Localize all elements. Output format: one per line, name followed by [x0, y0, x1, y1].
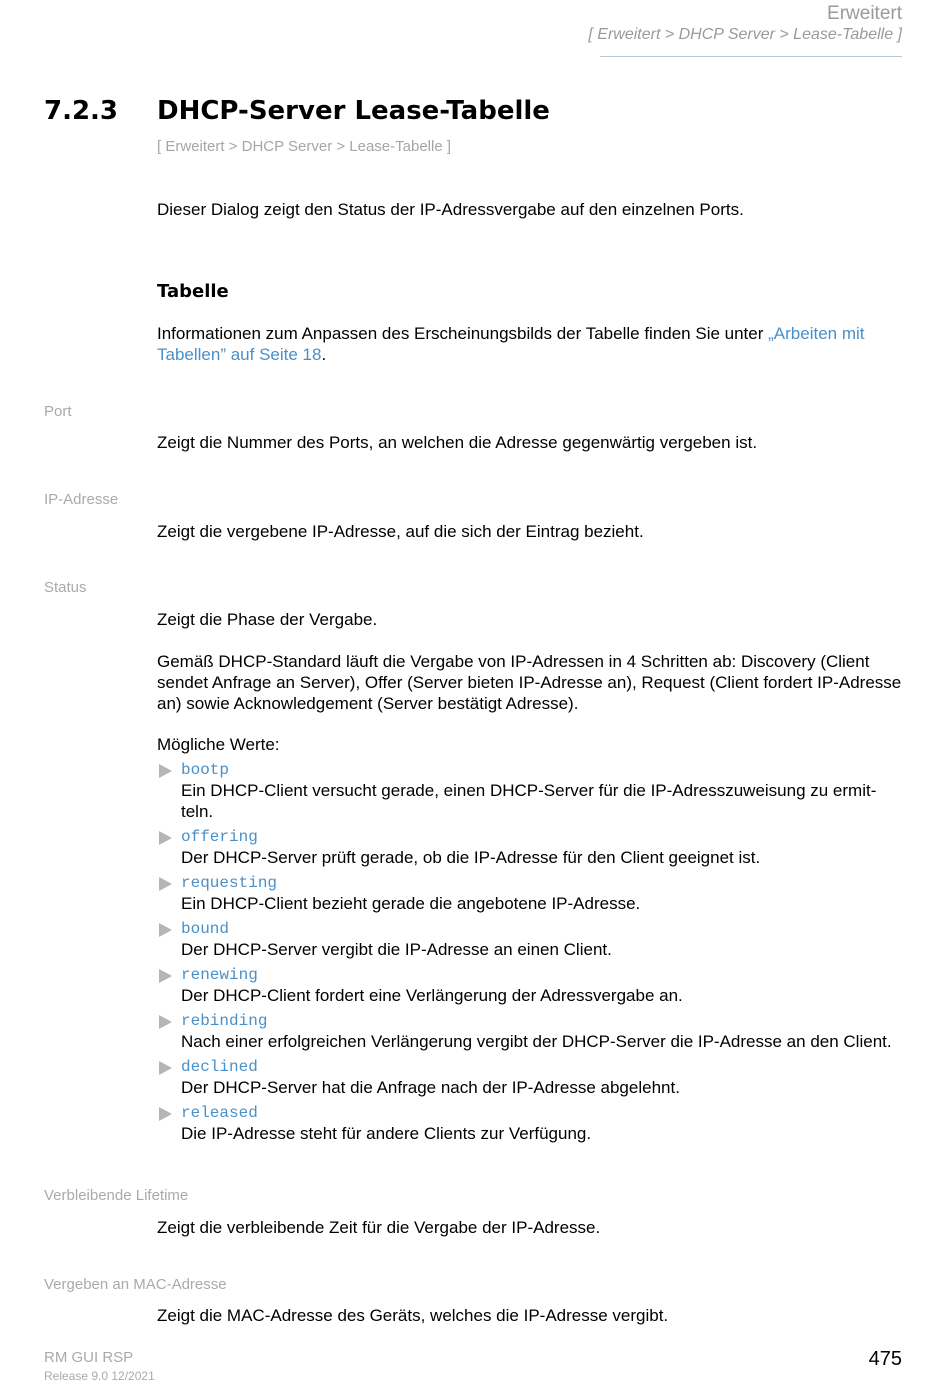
param-label-lifetime: Verbleibende Lifetime [44, 1187, 189, 1204]
param-label-port: Port [44, 403, 72, 420]
list-item [157, 965, 907, 1006]
param-desc-status-detail: Gemäß DHCP-Standard läuft die Vergabe von IP-Adressen in 4 Schritten ab: Discovery (Client sendet Anfrage an Server), Offer (Server bieten IP-Adresse an), Request (Client fordert IP-Adresse an) sowie Acknowledgement (Server bestätigt Adresse). [157, 652, 902, 713]
value-desc: Der DHCP-Server hat die Anfrage nach der IP-Adresse abgelehnt. [181, 1078, 680, 1097]
running-header-breadcrumb: [ Erweitert > DHCP Server > Lease-Tabelle ] [588, 26, 902, 43]
list-item [157, 919, 907, 960]
table-info-paragraph [157, 323, 905, 365]
list-item [157, 760, 907, 822]
bullet-arrow-icon [159, 1061, 172, 1075]
bullet-arrow-icon [159, 764, 172, 778]
value-desc: Ein DHCP-Client versucht gerade, einen DHCP-Server für die IP-Adresszuweisung zu ermit-teln. [181, 781, 877, 821]
list-item [157, 873, 907, 914]
param-desc-ip: Zeigt die vergebene IP-Adresse, auf die sich der Eintrag bezieht. [157, 522, 644, 541]
bullet-arrow-icon [159, 877, 172, 891]
value-code: requesting [181, 874, 278, 892]
table-info-end: . [321, 345, 327, 364]
table-info-text: Informationen zum Anpassen des Erscheinungsbilds der Tabelle finden Sie unter [157, 324, 769, 343]
status-values-list [157, 760, 907, 1149]
bullet-arrow-icon [159, 1107, 172, 1121]
section-title: DHCP-Server Lease-Tabelle [157, 96, 550, 126]
value-desc: Die IP-Adresse steht für andere Clients zur Verfügung. [181, 1124, 592, 1143]
value-code: bound [181, 920, 230, 938]
values-heading: Mögliche Werte: [157, 735, 280, 754]
value-desc: Nach einer erfolgreichen Verlängerung vergibt der DHCP-Server die IP-Adresse an den Client. [181, 1032, 892, 1051]
footer-doc-title: RM GUI RSP [44, 1349, 134, 1366]
param-desc-port: Zeigt die Nummer des Ports, an welchen die Adresse gegenwärtig vergeben ist. [157, 433, 758, 452]
value-desc: Der DHCP-Server prüft gerade, ob die IP-Adresse für den Client geeignet ist. [181, 848, 761, 867]
param-label-mac: Vergeben an MAC-Adresse [44, 1276, 227, 1293]
list-item [157, 1011, 907, 1052]
table-help-link[interactable]: „Arbeiten mit Tabellen” auf Seite 18 [157, 324, 865, 364]
list-item [157, 1103, 907, 1144]
bullet-arrow-icon [159, 969, 172, 983]
page-number: 475 [868, 1348, 902, 1370]
value-code: released [181, 1104, 258, 1122]
param-desc-status: Zeigt die Phase der Vergabe. [157, 610, 378, 629]
bullet-arrow-icon [159, 923, 172, 937]
bullet-arrow-icon [159, 1015, 172, 1029]
value-code: renewing [181, 966, 258, 984]
value-code: declined [181, 1058, 258, 1076]
bullet-arrow-icon [159, 831, 172, 845]
value-code: offering [181, 828, 258, 846]
param-label-ip: IP-Adresse [44, 491, 119, 508]
footer-release: Release 9.0 12/2021 [44, 1369, 155, 1383]
value-code: bootp [181, 761, 230, 779]
param-desc-mac: Zeigt die MAC-Adresse des Geräts, welches die IP-Adresse vergibt. [157, 1306, 669, 1325]
list-item [157, 827, 907, 868]
section-breadcrumb: [ Erweitert > DHCP Server > Lease-Tabelle ] [157, 138, 452, 155]
running-header-title: Erweitert [827, 3, 902, 24]
section-number: 7.2.3 [44, 96, 119, 126]
param-desc-lifetime: Zeigt die verbleibende Zeit für die Vergabe der IP-Adresse. [157, 1218, 601, 1237]
subsection-heading: Tabelle [157, 281, 229, 302]
value-desc: Der DHCP-Client fordert eine Verlängerung der Adressvergabe an. [181, 986, 683, 1005]
value-desc: Ein DHCP-Client bezieht gerade die angebotene IP-Adresse. [181, 894, 641, 913]
section-intro: Dieser Dialog zeigt den Status der IP-Adressvergabe auf den einzelnen Ports. [157, 200, 744, 219]
param-label-status: Status [44, 579, 87, 596]
header-divider [600, 56, 902, 57]
list-item [157, 1057, 907, 1098]
value-code: rebinding [181, 1012, 268, 1030]
value-desc: Der DHCP-Server vergibt die IP-Adresse an einen Client. [181, 940, 612, 959]
